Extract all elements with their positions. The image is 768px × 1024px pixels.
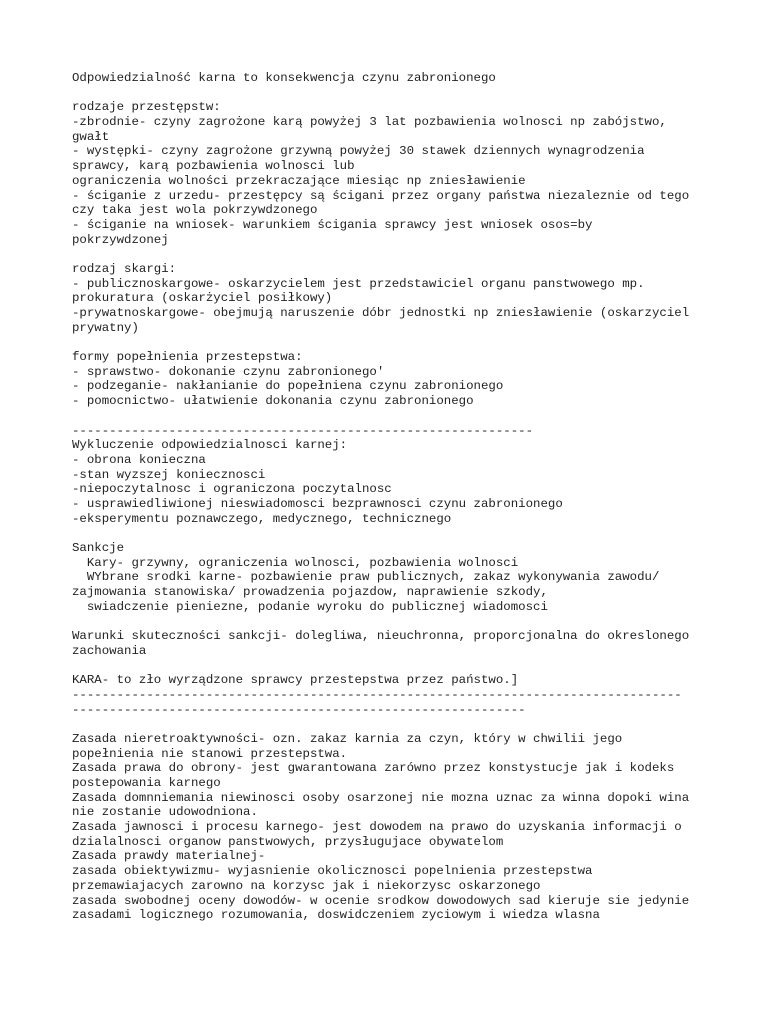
- text-line: - ściganie na wniosek- warunkiem ścigania sprawcy jest wniosek osos=by: [72, 217, 593, 232]
- text-line: - pomocnictwo- ułatwienie dokonania czynu zabronionego: [72, 394, 474, 409]
- blank-line: [72, 659, 712, 674]
- text-line: sprawcy, karą pozbawienia wolnosci lub: [72, 159, 355, 174]
- text-line: WYbrane srodki karne- pozbawienie praw publicznych, zakaz wykonywania zawodu/: [72, 570, 660, 585]
- text-line: swiadczenie pieniezne, podanie wyroku do publicznej wiadomosci: [72, 599, 548, 614]
- text-line: -eksperymentu poznawczego, medycznego, technicznego: [72, 511, 452, 526]
- text-line: Warunki skuteczności sankcji- dolegliwa, nieuchronna, proporcjonalna do okreslonego: [72, 629, 690, 644]
- blank-line: [72, 409, 712, 424]
- text-line: rodzaj skargi:: [72, 261, 177, 276]
- text-line: dzialalnosci organow panstwowych, przysługujace obywatelom: [72, 834, 504, 849]
- text-line: Odpowiedzialność karna to konsekwencja czynu zabronionego: [72, 71, 496, 85]
- text-line: zachowania: [72, 643, 147, 658]
- text-line: -stan wyzszej koniecznosci: [72, 467, 266, 482]
- text-line: - usprawiedliwionej nieswiadomosci bezprawnosci czynu zabronionego: [72, 496, 563, 511]
- blank-line: [72, 717, 712, 732]
- text-line: postepowania karnego: [72, 776, 221, 790]
- text-line: ----------------------------------------------------------------------------------: [72, 687, 682, 702]
- text-line: - sprawstwo- dokonanie czynu zabronionego': [72, 364, 385, 379]
- text-line: Zasada prawa do obrony- jest gwarantowana zarówno przez konstystucje jak i kodeks: [72, 761, 675, 776]
- text-line: nie zostanie udowodniona.: [72, 805, 258, 820]
- text-line: zasada obiektywizmu- wyjasnienie okolicznosci popelnienia przestepstwa: [72, 864, 593, 879]
- text-line: formy popełnienia przestepstwa:: [72, 350, 303, 365]
- text-line: -zbrodnie- czyny zagrożone karą powyżej 3 lat pozbawienia wolnosci np zabójstwo,: [72, 115, 667, 130]
- text-line: prokuratura (oskarżyciel posiłkowy): [72, 291, 333, 306]
- text-line: - ściganie z urzedu- przestępcy są ścigani przez organy państwa niezaleznie od tego: [72, 188, 690, 203]
- text-line: Kary- grzywny, ograniczenia wolnosci, pozbawienia wolnosci: [72, 555, 519, 570]
- text-line: Zasada nieretroaktywności- ozn. zakaz karnia za czyn, który w chwilii jego: [72, 731, 623, 746]
- text-line: zajmowania stanowiska/ prowadzenia pojazdow, naprawienie szkody,: [72, 585, 548, 600]
- blank-line: [72, 526, 712, 541]
- text-line: zasadami logicznego rozumowania, doswidczeniem zyciowym i wiedza wlasna: [72, 908, 600, 923]
- text-line: Zasada jawnosci i procesu karnego- jest dowodem na prawo do uzyskania informacji o: [72, 820, 682, 835]
- text-line: - podzeganie- nakłanianie do popełniena czynu zabronionego: [72, 379, 504, 394]
- text-line: przemawiajacych zarowno na korzysc jak i niekorzysc oskarzonego: [72, 878, 541, 893]
- text-line: czy taka jest wola pokrzywdzonego: [72, 203, 318, 218]
- text-line: - publicznoskargowe- oskarzycielem jest przedstawiciel organu panstwowego mp.: [72, 276, 645, 291]
- document-body: [72, 71, 712, 923]
- text-line: - występki- czyny zagrożone grzywną powyżej 30 stawek dziennych wynagrodzenia: [72, 144, 645, 159]
- blank-line: [72, 614, 712, 629]
- text-line: -------------------------------------------------------------: [72, 702, 526, 717]
- text-line: Wykluczenie odpowiedzialnosci karnej:: [72, 438, 348, 453]
- text-line: -niepoczytalnosc i ograniczona poczytalnosc: [72, 482, 392, 497]
- blank-line: [72, 335, 712, 350]
- text-line: Zasada domnniemania niewinosci osoby osarzonej nie mozna uznac za winna dopoki wina: [72, 790, 690, 805]
- text-line: prywatny): [72, 320, 139, 335]
- text-line: --------------------------------------------------------------: [72, 423, 534, 438]
- text-line: KARA- to zło wyrządzone sprawcy przestepstwa przez państwo.]: [72, 673, 519, 688]
- text-line: rodzaje przestępstw:: [72, 100, 221, 115]
- blank-line: [72, 86, 712, 101]
- text-line: pokrzywdzonej: [72, 232, 169, 247]
- text-line: ograniczenia wolności przekraczające miesiąc np zniesławienie: [72, 173, 526, 188]
- text-line: -prywatnoskargowe- obejmują naruszenie dóbr jednostki np zniesławienie (oskarzyciel: [72, 306, 690, 320]
- text-line: - obrona konieczna: [72, 452, 206, 467]
- text-line: popełnienia nie stanowi przestepstwa.: [72, 746, 348, 761]
- blank-line: [72, 247, 712, 262]
- text-line: zasada swobodnej oceny dowodów- w ocenie srodkow dowodowych sad kieruje sie jedynie: [72, 893, 690, 908]
- text-line: gwałt: [72, 129, 110, 144]
- text-line: Zasada prawdy materialnej-: [72, 849, 266, 864]
- text-line: Sankcje: [72, 541, 125, 555]
